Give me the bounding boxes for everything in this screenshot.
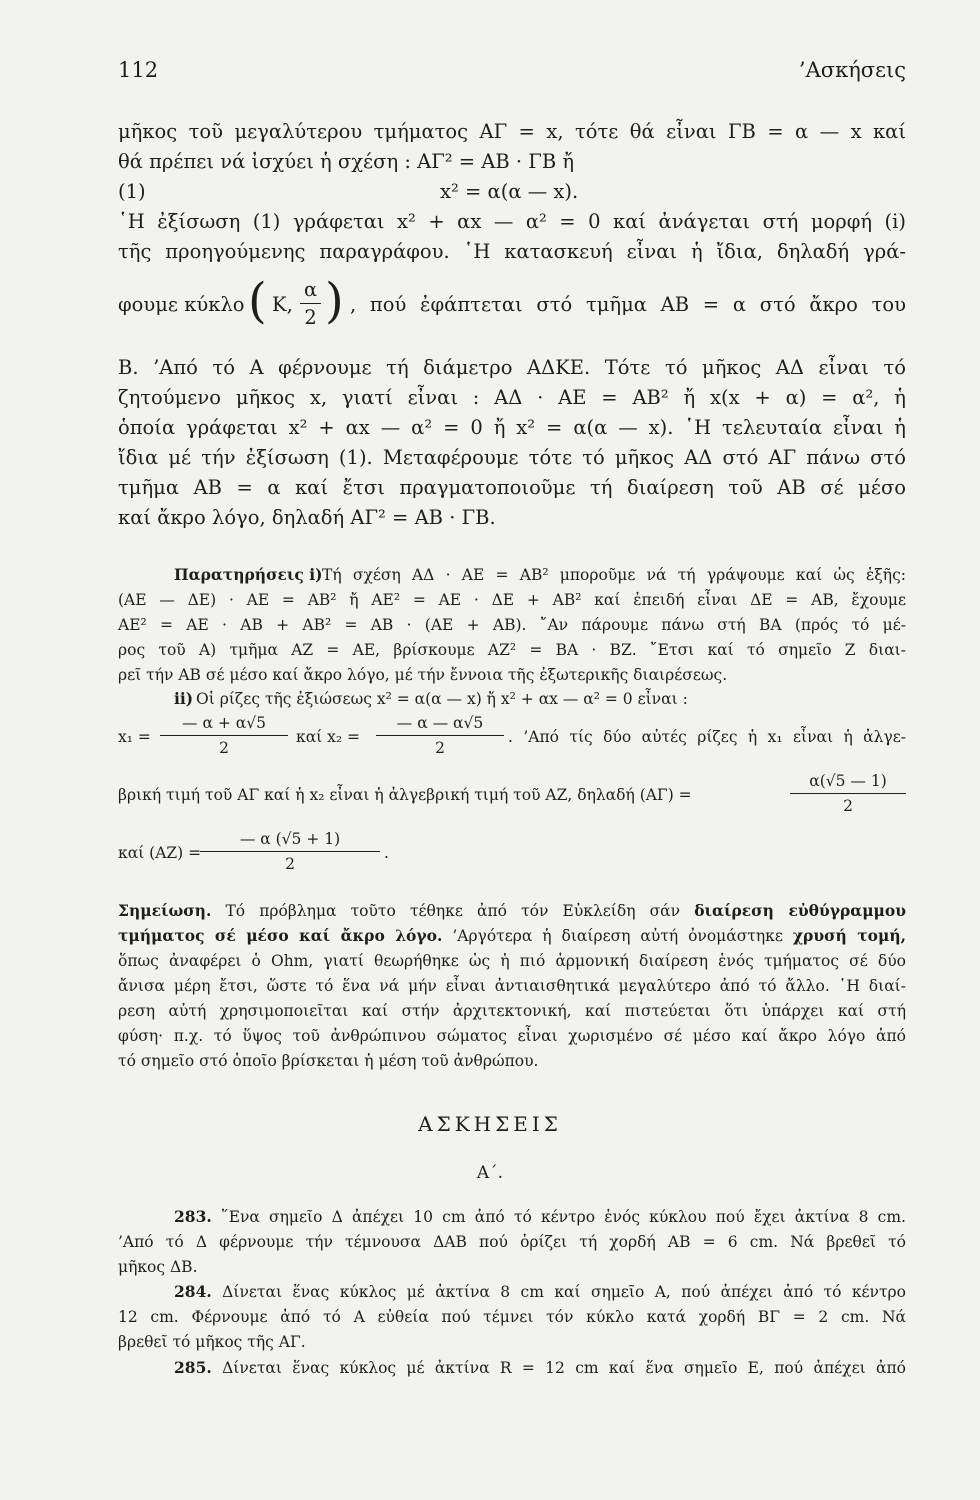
equation-label: (1) [118,180,146,203]
fraction-alpha-half: $\frac{\alpha}{2}$ [300,276,321,331]
remark-line: Οἱ ρίζες τῆς ἐξιώσεως x² = α(α — x) ἤ x² + αx — α² = 0 εἶναι : [196,690,688,708]
exercise-285: 285. Δίνεται ἕνας κύκλος μέ ἀκτίνα R = 12 cm καί ἕνα σημεῖο Ε, πού ἀπέχει ἀπό [174,1358,906,1377]
remark-period: . [384,844,389,862]
exercise-284: 284. Δίνεται ἕνας κύκλος μέ ἀκτίνα 8 cm καί σημεῖο Α, πού ἀπέχει ἀπό τό κέντρο [174,1282,906,1301]
remark-line: . ’Από τίς δύο αὐτές ρίζες ἡ x₁ εἶναι ἡ ἀλγε- [508,728,906,746]
remark-line: ρος τοῦ Α) τμῆμα ΑΖ = ΑΕ, βρίσκουμε ΑΖ² = ΒΑ · ΒΖ. ῎Ετσι καί τό σημεῖο Ζ διαι- [118,641,906,659]
note-line: φύση· π.χ. τό ὕψος τοῦ ἀνθρώπινου σώματος εἶναι χωρισμένο σέ μέσο καί ἄκρο λόγο ἀπό [118,1027,906,1045]
remark-line: (ΑΕ — ΔΕ) · ΑΕ = ΑΒ² ἤ ΑΕ² = ΑΕ · ΔΕ + ΑΒ² καί ἐπειδή εἶναι ΔΕ = ΑΒ, ἔχουμε [118,591,906,609]
exercise-283: 283. ῞Ενα σημεῖο Δ ἀπέχει 10 cm ἀπό τό κέντρο ἑνός κύκλου πού ἔχει ἀκτίνα 8 cm. [174,1207,906,1226]
x1-lhs: x₁ = [118,728,151,746]
page-number: 112 [118,58,159,82]
x2-lhs: καί x₂ = [296,728,361,746]
remark-line: βρική τιμή τοῦ ΑΓ καί ἡ x₂ εἶναι ἡ ἀλγεβρική τιμή τοῦ ΑΖ, δηλαδή (ΑΓ) = [118,786,692,804]
note-line: τμήματος σέ μέσο καί ἄκρο λόγο. ’Αργότερα ἡ διαίρεση αὐτή ὀνομάστηκε χρυσή τομή, [118,926,906,945]
exercises-heading: ΑΣΚΗΣΕΙΣ [418,1112,562,1136]
note-line: ρεση αὐτή χρησιμοποιεῖται καί στήν ἀρχιτεκτονική, καί πιστεύεται ὅτι ὑπάρχει καί στή [118,1002,906,1020]
body-line: , πού ἐφάπτεται στό τμῆμα ΑΒ = α στό ἄκρο του [350,293,906,316]
body-line: τμῆμα ΑΒ = α καί ἔτσι πραγματοποιοῦμε τή διαίρεση τοῦ ΑΒ σέ μέσο [118,476,906,499]
exercise-line: 12 cm. Φέρνουμε ἀπό τό Α εὐθεία πού τέμνει τόν κύκλο κατά χορδή ΒΓ = 2 cm. Νά [118,1308,906,1326]
body-line: θά πρέπει νά ἰσχύει ἡ σχέση : ΑΓ² = ΑΒ · ΓΒ ἤ [118,150,575,173]
body-line: ἴδια μέ τήν ἐξίσωση (1). Μεταφέρουμε τότε τό μῆκος ΑΔ στό ΑΓ πάνω στό [118,446,906,469]
note-line: τό σημεῖο στό ὁποῖο βρίσκεται ἡ μέση τοῦ ἀνθρώπου. [118,1052,539,1070]
left-paren: ( [248,273,267,329]
fraction-ag: $\frac{\alpha(√5 — 1)}{2}$ [790,769,906,818]
body-line: τῆς προηγούμενης παραγράφου. ῾Η κατασκευή εἶναι ἡ ἴδια, δηλαδή γρά- [118,240,906,263]
right-paren: ) [325,273,344,329]
note-line: ὅπως ἀναφέρει ὁ Ohm, γιατί θεωρήθηκε ὡς ἡ πιό ἁρμονική διαίρεση ἑνός τμήματος σέ δύο [118,952,906,970]
body-line: ζητούμενο μῆκος x, γιατί εἶναι : ΑΔ · ΑΕ = ΑΒ² ἤ x(x + α) = α², ἡ [118,386,906,409]
note-line: Σημείωση. Τό πρόβλημα τοῦτο τέθηκε ἀπό τόν Εὐκλείδη σάν διαίρεση εὐθύγραμμου [118,901,906,920]
remark-line: Τή σχέση ΑΔ · ΑΕ = ΑΒ² μποροῦμε νά τή γράψουμε καί ὡς ἑξῆς: [322,566,906,584]
section-title: ’Ασκήσεις [798,58,906,82]
body-line: ὁποία γράφεται x² + αx — α² = 0 ἤ x² = α(α — x). ῾Η τελευταία εἶναι ἡ [118,416,906,439]
exercise-line: ’Από τό Δ φέρνουμε τήν τέμνουσα ΔΑΒ πού ὁρίζει τή χορδή ΑΒ = 6 cm. Νά βρεθεῖ τό [118,1233,906,1251]
exercise-line: μῆκος ΔΒ. [118,1258,198,1276]
body-line: Β. ’Από τό Α φέρνουμε τή διάμετρο ΑΔΚΕ. Τότε τό μῆκος ΑΔ εἶναι τό [118,356,906,379]
fraction-az: $\frac{— \alpha (√5 + 1)}{2}$ [200,827,380,876]
remark-line: ΑΕ² = ΑΕ · ΑΒ + ΑΒ² = ΑΒ · (ΑΕ + ΑΒ). ῎Αν πάρουμε πάνω στή ΒΑ (πρός τό μέ- [118,616,906,634]
exercises-subheading: Α΄. [476,1163,504,1183]
body-line: μῆκος τοῦ μεγαλύτερου τμήματος ΑΓ = x, τότε θά εἶναι ΓΒ = α — x καί [118,120,906,143]
center-label: Κ, [272,293,293,316]
equation: x² = α(α — x). [440,180,579,203]
remark-line: καί (ΑΖ) = [118,844,202,862]
body-line: ῾Η ἐξίσωση (1) γράφεται x² + αx — α² = 0 καί ἀνάγεται στή μορφή (i) [118,210,906,233]
note-line: ἄνισα μέρη ἔτσι, ὥστε τό ἕνα νά μήν εἶναι ἀντιαισθητικά μεγαλύτερο ἀπό τό ἄλλο. ῾Η διαί- [118,977,906,995]
body-line: φουμε κύκλο [118,293,245,316]
remarks-title: Παρατηρήσεις i) [174,565,323,584]
remarks-ii-label: ii) [174,689,194,708]
fraction-x1: $\frac{— \alpha + \alpha√5}{2}$ [160,711,288,760]
body-line: καί ἄκρο λόγο, δηλαδή ΑΓ² = ΑΒ · ΓΒ. [118,506,496,529]
fraction-x2: $\frac{— \alpha — \alpha√5}{2}$ [376,711,504,760]
remark-line: ρεῖ τήν ΑΒ σέ μέσο καί ἄκρο λόγο, μέ τήν ἔννοια τῆς ἐξωτερικῆς διαιρέσεως. [118,666,728,684]
exercise-line: βρεθεῖ τό μῆκος τῆς ΑΓ. [118,1333,306,1351]
